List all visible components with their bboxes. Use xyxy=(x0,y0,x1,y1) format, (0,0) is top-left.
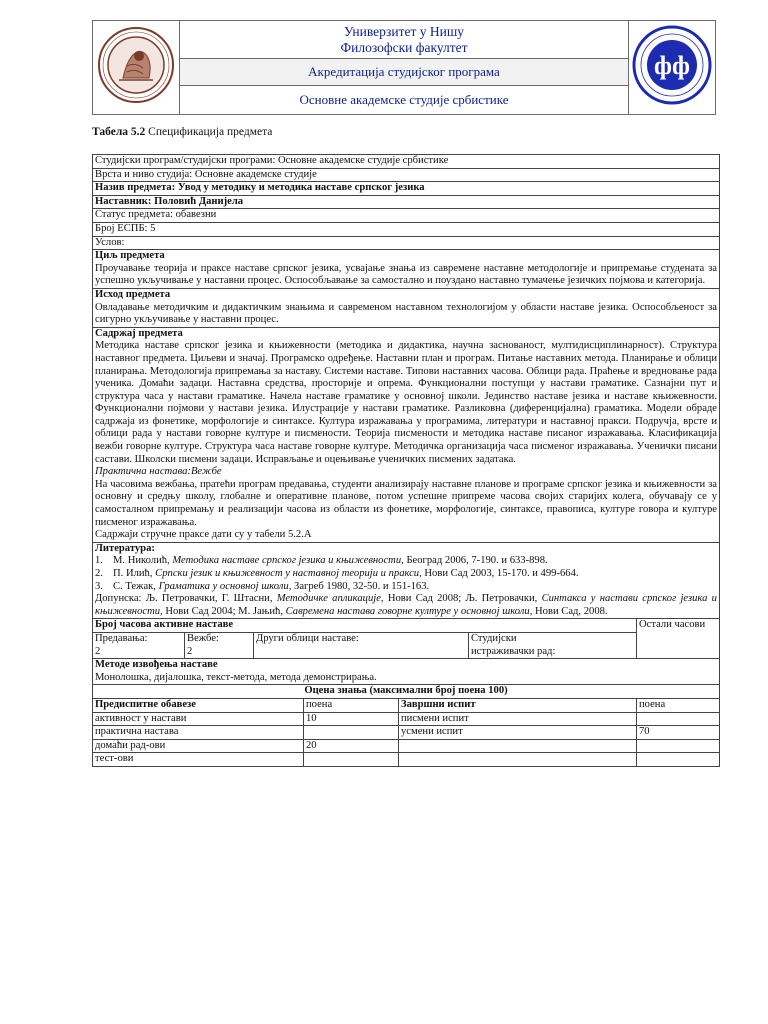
methods-title: Методе извођења наставе xyxy=(95,659,218,671)
literature-item: 3. С. Тежак, Граматика у основној школи, Загреб 1980, 32-50. и 151-163. xyxy=(95,580,430,592)
grading-header-pre: Предиспитне обавезе xyxy=(93,698,304,712)
goal-section xyxy=(93,250,720,289)
university-logo-cell xyxy=(93,21,180,115)
grading-row: практична настава усмени испит 70 xyxy=(93,726,720,740)
faculty-logo-icon xyxy=(632,25,712,105)
outcome-title: Исход предмета xyxy=(95,288,171,300)
status-row: Статус предмета: обавезни xyxy=(93,209,720,223)
practical-label: Практична настава:Вежбе xyxy=(95,466,222,478)
exercises-cell: Вежбе: 2 xyxy=(185,632,254,658)
university-name: Универзитет у Нишу Филозофски факултет xyxy=(180,21,629,59)
subject-row: Назив предмета: Увод у методику и методика наставе српског језика xyxy=(93,182,720,196)
outcome-text: Овладавање методичким и дидактичким знањима и савременом наставном технологијом у области наставе језика. Оспособљеност за сигурно укључивање у наставни процес. xyxy=(95,301,717,326)
lectures-value: 2 xyxy=(95,645,101,657)
grading-row: активност у настави 10 писмени испит xyxy=(93,712,720,726)
goal-text: Проучавање теорија и праксе наставе српског језика, усвајање знања из савремене наставне методологије и припремање студената за успешно укључивање у наставни процес. Оспособљавање за самостално и поуздано наставно тумачење језичких појмова и категорија. xyxy=(95,262,717,287)
ects-row: Број ЕСПБ: 5 xyxy=(93,222,720,236)
classes-title: Број часова активне наставе xyxy=(93,619,637,633)
condition-row: Услов: xyxy=(93,236,720,250)
practice-note: Садржаји стручне праксе дати су у табели 5.2.А xyxy=(95,529,312,541)
research-cell: Студијски истраживачки рад: xyxy=(469,632,637,658)
other-classes: Остали часови xyxy=(637,619,720,659)
lectures-cell: Предавања: 2 xyxy=(93,632,185,658)
literature-section xyxy=(93,542,720,619)
goal-title: Циљ предмета xyxy=(95,250,165,262)
grading-row: домаћи рад-ови 20 xyxy=(93,739,720,753)
practical-text: На часовима вежбања, пратећи програм предавања, студенти анализирају наставне планове и програме српског језика и књижевности за основну и средњу школу, глобалне и оперативне планове, потом успешне припреме часова својих старијих колега, обучавају се у самосталном припремању и реализацији часова из области из фонетике, морфологије, синтаксе, правописа, културе говора и културе писменог изражавања. xyxy=(95,478,717,528)
literature-supplementary: Допунска: Љ. Петровачки, Г. Штасни, Методичке апликације, Нови Сад 2008; Љ. Петровачки, Синтакса у настави српског језика и књижевности, Нови Сад 2004; М. Јањић, Савремена настава говорне културе у основној школи, Нови Сад, 2008. xyxy=(95,593,717,617)
content-section xyxy=(93,327,720,542)
grading-title: Оцена знања (максимални број поена 100) xyxy=(93,685,720,699)
studies-title: Основне академске студије србистике xyxy=(180,86,629,115)
course-spec-table xyxy=(92,154,720,767)
grading-header-final: Завршни испит xyxy=(399,698,637,712)
exercises-value: 2 xyxy=(187,645,193,657)
university-seal-icon xyxy=(97,26,175,104)
literature-item: 1. М. Николић, Методика наставе српског језика и књижевности, Београд 2006, 7-190. и 633-898. xyxy=(95,555,548,567)
literature-title: Литература: xyxy=(95,542,155,554)
methods-section xyxy=(93,659,720,685)
grading-header-points: поена xyxy=(304,698,399,712)
faculty-logo-cell xyxy=(629,21,716,115)
teacher-row: Наставник: Половић Данијела xyxy=(93,195,720,209)
accreditation-title: Акредитација студијског програма xyxy=(180,59,629,86)
content-text: Методика наставе српског језика и књижевности (методика и дидактика, научна заснованост, мултидисциплинарност). Структура наставног предмета. Циљеви и значај. Програмско одређење. Наставни план и програм. Питање наставних метода. Планирање и облици планирања. Методологија припремања за наставу. Системи наставе. Типови наставних часова. Облици рада. Праћење и вредновање рада ученика. Домаћи задаци. Наставна средства, просторије и опрема. Функционални поступци у настави граматике. Сазнајни пут и структура часа у настави граматике. Начела наставе граматике у основној школи. Јединство наставе језика и наставе књижевности. Функционални појмови у настави језика. Илустрације у настави граматике. Разликовна (диференцијална) граматика. Модели обраде садржаја из фонетике, морфологије и синтаксе. Култура изражавања у програмима, литератури и наставној пракси. Подручја, врсте и облици рада у настави говорне културе и писмености. Теорија писмености и методика наставе писаног изражавања. Класификација вежби говорне културе. Структура часа наставе говорне културе. Методичка организација часа писменог изражавања. Ученички писани састави. Школски писмени задаци. Исправљање и оцењивање ученичких писмених задатака. xyxy=(95,340,717,465)
document-header xyxy=(92,20,716,115)
level-row: Врста и ниво студија: Основне академске студије xyxy=(93,168,720,182)
grading-header-points2: поена xyxy=(637,698,720,712)
faculty-logo-mark: фф xyxy=(654,51,690,80)
grading-row: тест-ови xyxy=(93,753,720,767)
table-caption: Табела 5.2 Спецификација предмета xyxy=(92,126,273,138)
literature-item: 2. П. Илић, Српски језик и књижевност у наставној теорији и пракси, Нови Сад 2003, 15-170. и 499-664. xyxy=(95,568,579,579)
other-forms-cell: Други облици наставе: xyxy=(254,632,469,658)
program-row: Студијски програм/студијски програми: Основне академске студије србистике xyxy=(93,155,720,169)
content-title: Садржај предмета xyxy=(95,327,183,339)
outcome-section xyxy=(93,288,720,327)
methods-text: Монолошка, дијалошка, текст-метода, метода демонстрирања. xyxy=(95,671,377,683)
